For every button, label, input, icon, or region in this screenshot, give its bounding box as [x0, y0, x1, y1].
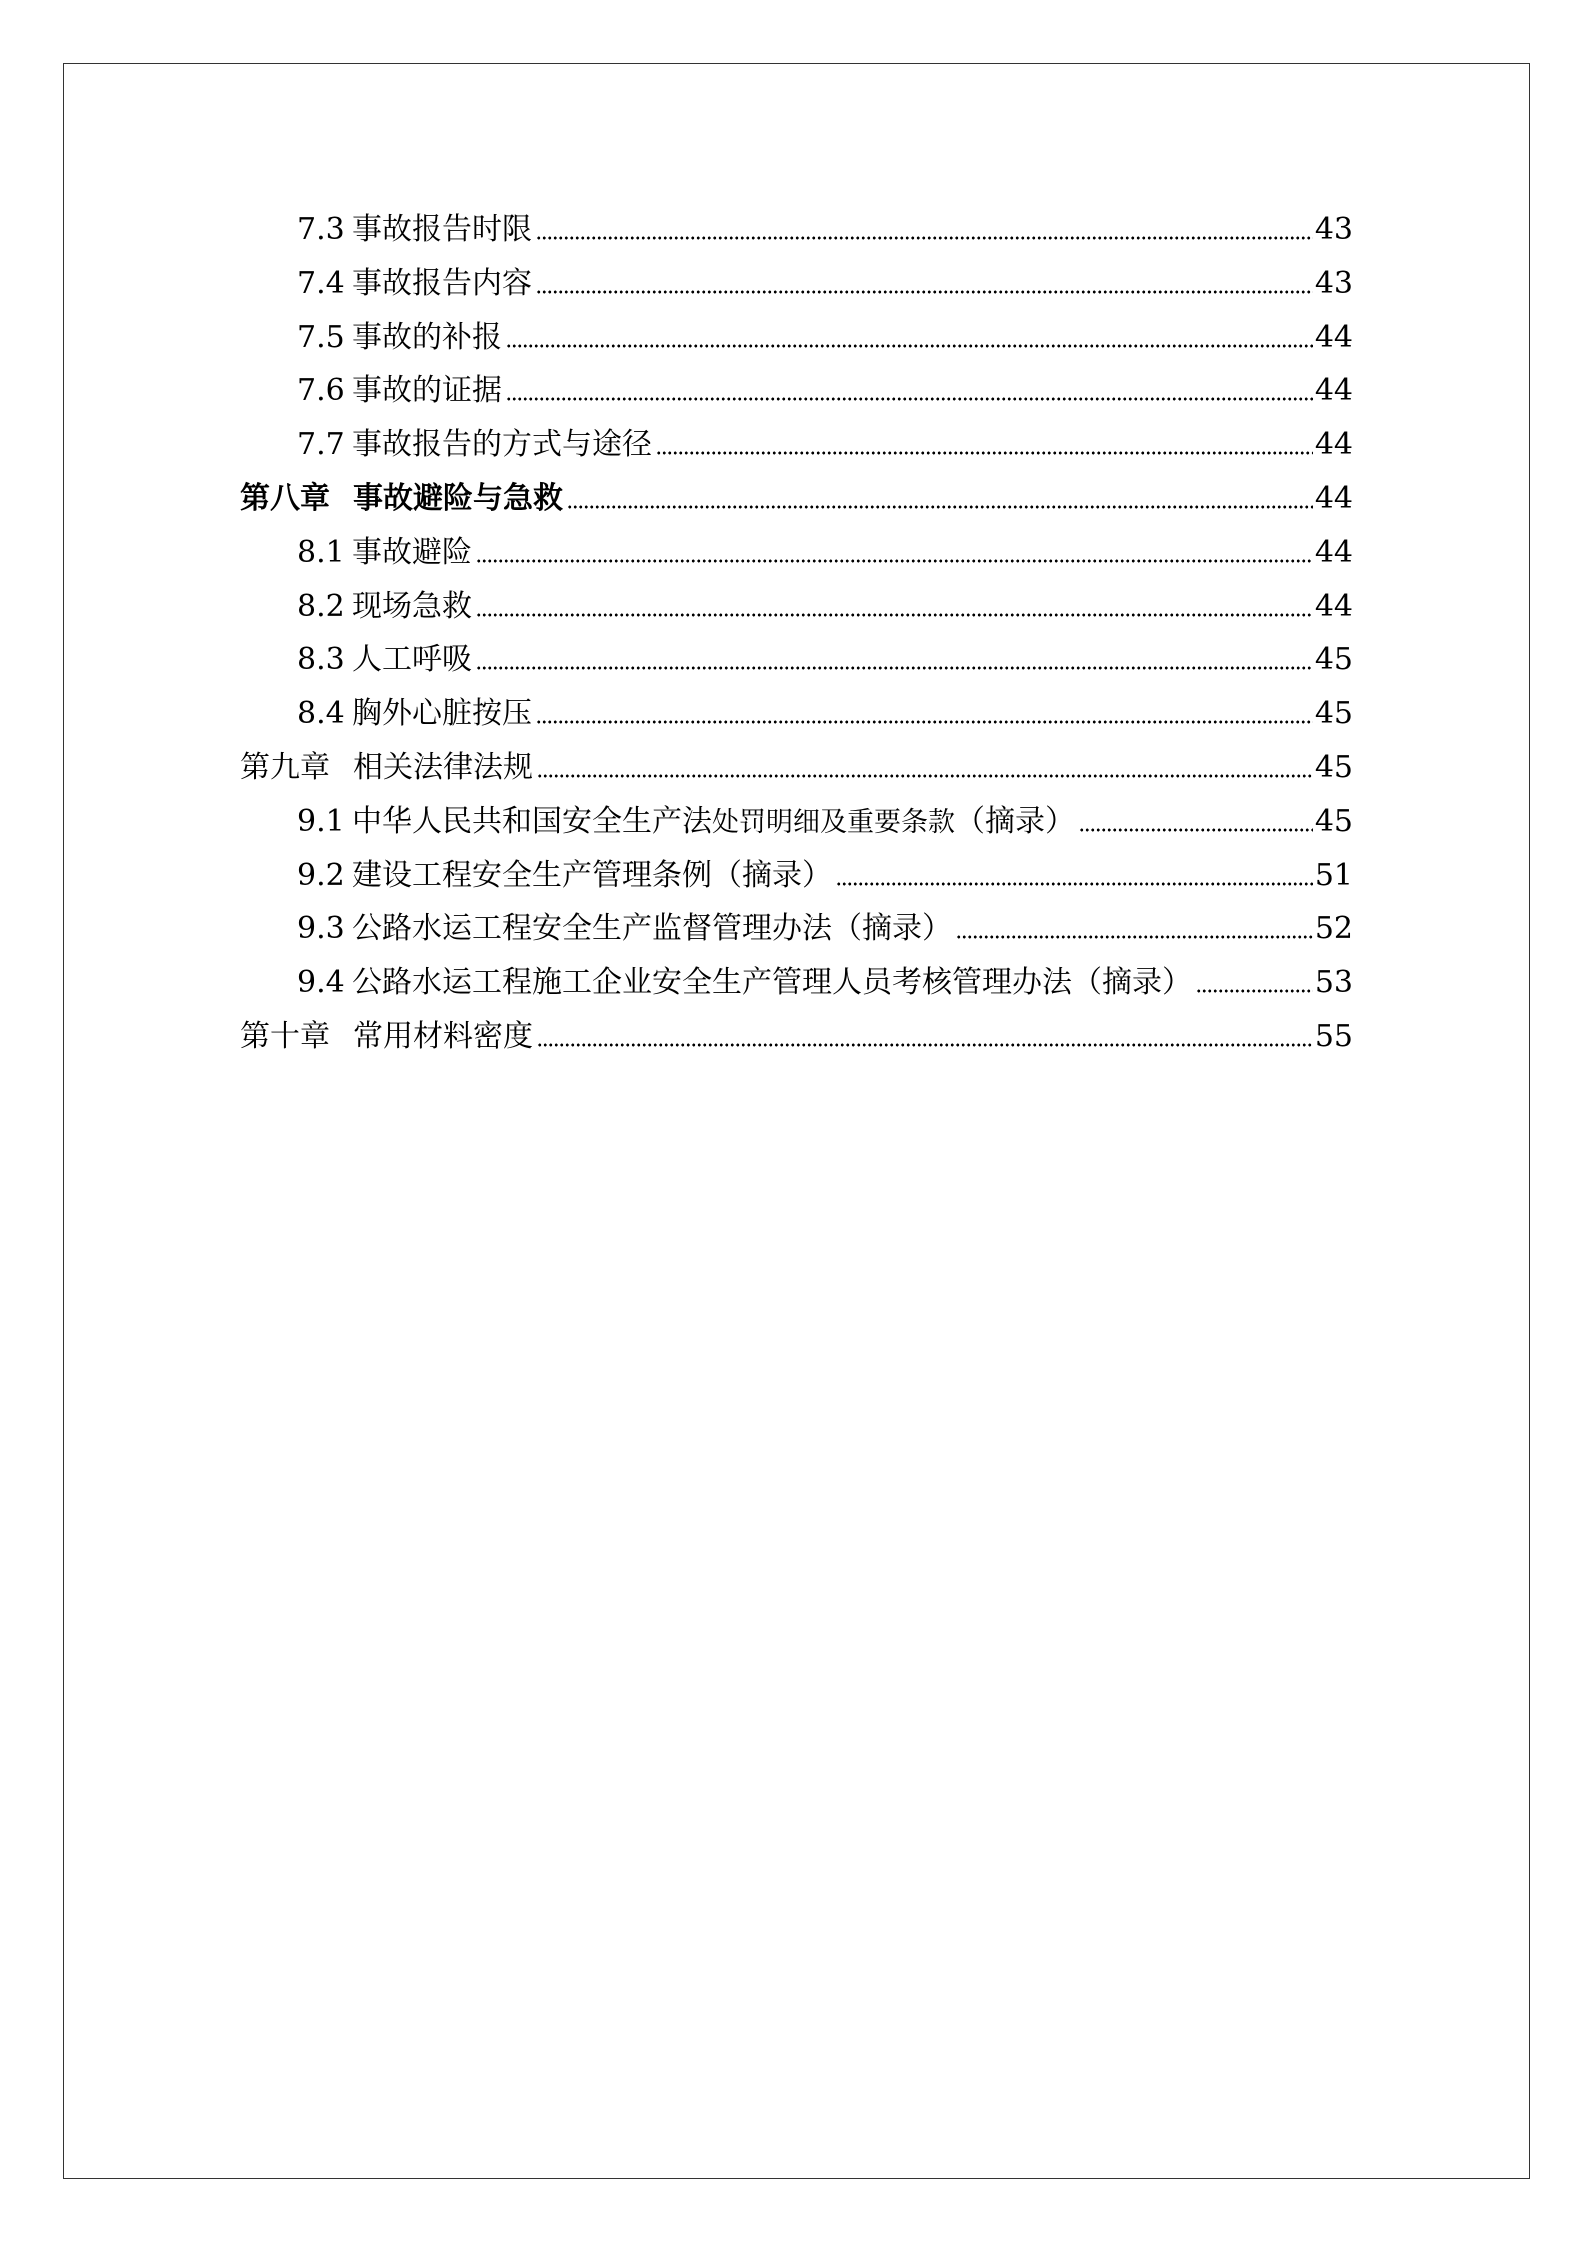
toc-entry[interactable]: [240, 849, 1353, 903]
toc-dot-leader: [1079, 828, 1313, 832]
toc-entry-title-text: 相关法律法规: [353, 749, 533, 785]
toc-entry[interactable]: [240, 364, 1353, 418]
toc-entry-title: [352, 902, 952, 956]
toc-entry-number: 7.4: [297, 265, 345, 301]
toc-entry-page-number: 44: [1314, 480, 1353, 516]
toc-dot-leader: [506, 344, 1313, 348]
toc-entry-title-text: 事故的证据: [352, 373, 502, 409]
toc-entry-page-number: 55: [1314, 1018, 1353, 1054]
toc-entry-title-text: 建设工程安全生产管理条例（摘录）: [352, 857, 832, 893]
toc-entry-page-number: 44: [1314, 373, 1353, 409]
toc-dot-leader: [1196, 989, 1313, 993]
toc-entry-title-small-text: 处罚明细及重要条款: [712, 806, 955, 838]
toc-entry-page-number: 52: [1314, 911, 1353, 947]
table-of-contents: [240, 203, 1353, 1064]
toc-entry-title-text: 公路水运工程安全生产监督管理办法（摘录）: [352, 911, 952, 947]
toc-entry-number: 9.2: [297, 857, 345, 893]
toc-entry-title-text: 事故避险与急救: [353, 480, 563, 516]
toc-entry-number: 7.6: [297, 373, 345, 409]
toc-entry-title: [352, 633, 472, 687]
toc-entry-number: 7.3: [297, 212, 345, 247]
toc-entry-title: [352, 364, 502, 418]
toc-entry-title: [352, 257, 532, 311]
toc-entry-page-number: 44: [1314, 588, 1353, 624]
toc-entry-title: [352, 849, 832, 903]
toc-dot-leader: [536, 720, 1313, 724]
toc-entry-title: [353, 1010, 533, 1064]
toc-entry-title: [353, 472, 563, 526]
toc-dot-leader: [956, 935, 1313, 939]
toc-dot-leader: [536, 236, 1313, 240]
toc-entry-title: [353, 741, 533, 795]
toc-entry-number: 第九章: [240, 749, 330, 785]
toc-entry[interactable]: [240, 311, 1353, 365]
toc-entry-number: 9.3: [297, 911, 345, 947]
toc-entry-title-text: 事故避险: [352, 534, 472, 570]
toc-entry-page-number: 45: [1314, 642, 1353, 678]
toc-entry-title-text: 胸外心脏按压: [352, 696, 532, 732]
toc-entry-title: [352, 203, 532, 257]
toc-entry-number: 9.1: [297, 803, 345, 839]
toc-dot-leader: [567, 505, 1313, 509]
toc-entry[interactable]: [240, 418, 1353, 472]
toc-entry[interactable]: [240, 795, 1353, 849]
toc-entry-title-suffix: （摘录）: [955, 803, 1075, 839]
toc-entry-title-text: 现场急救: [352, 588, 472, 624]
toc-dot-leader: [537, 774, 1313, 778]
toc-entry[interactable]: [240, 687, 1353, 741]
toc-dot-leader: [656, 451, 1313, 455]
toc-entry[interactable]: [240, 203, 1353, 257]
toc-entry[interactable]: [240, 902, 1353, 956]
toc-entry-page-number: 44: [1314, 319, 1353, 355]
toc-entry-number: 7.7: [297, 427, 345, 463]
toc-entry[interactable]: [240, 956, 1353, 1010]
toc-entry-page-number: 53: [1314, 965, 1353, 1001]
toc-dot-leader: [476, 559, 1313, 563]
toc-entry-number: 7.5: [297, 319, 345, 355]
toc-entry-title: [352, 526, 472, 580]
toc-entry-page-number: 51: [1314, 857, 1353, 893]
toc-entry-title-text: 事故报告的方式与途径: [352, 427, 652, 463]
toc-entry-number: 第十章: [240, 1018, 330, 1054]
toc-entry-title-text: 公路水运工程施工企业安全生产管理人员考核管理办法（摘录）: [352, 965, 1192, 1001]
toc-dot-leader: [506, 397, 1313, 401]
toc-entry-title-text: 事故报告内容: [352, 265, 532, 301]
toc-entry-title: [352, 687, 532, 741]
toc-entry-page-number: 43: [1314, 265, 1353, 301]
toc-entry[interactable]: [240, 1010, 1353, 1064]
toc-entry-number: 9.4: [297, 965, 345, 1001]
toc-entry[interactable]: [240, 526, 1353, 580]
toc-entry[interactable]: [240, 472, 1353, 526]
toc-entry-page-number: 44: [1314, 534, 1353, 570]
toc-dot-leader: [836, 882, 1313, 886]
toc-entry-title: [352, 580, 472, 634]
toc-entry-page-number: 45: [1314, 749, 1353, 785]
toc-entry-title-text: 事故报告时限: [352, 212, 532, 247]
toc-entry[interactable]: [240, 633, 1353, 687]
toc-entry-page-number: 45: [1314, 696, 1353, 732]
toc-entry-number: 8.1: [297, 534, 345, 570]
toc-entry-title: [352, 956, 1192, 1010]
toc-entry-title-text: 人工呼吸: [352, 642, 472, 678]
toc-entry-title: [352, 418, 652, 472]
toc-entry[interactable]: [240, 257, 1353, 311]
toc-entry[interactable]: [240, 580, 1353, 634]
toc-entry-title: [352, 311, 502, 365]
toc-entry-number: 第八章: [240, 480, 330, 516]
toc-dot-leader: [476, 666, 1313, 670]
toc-dot-leader: [536, 290, 1313, 294]
toc-entry-title-text: 中华人民共和国安全生产法: [352, 803, 712, 839]
toc-entry-title-text: 常用材料密度: [353, 1018, 533, 1054]
toc-dot-leader: [537, 1043, 1313, 1047]
toc-entry-page-number: 43: [1314, 212, 1353, 247]
toc-entry-number: 8.2: [297, 588, 345, 624]
toc-entry-title-text: 事故的补报: [352, 319, 502, 355]
toc-entry-number: 8.3: [297, 642, 345, 678]
toc-entry[interactable]: [240, 741, 1353, 795]
toc-entry-number: 8.4: [297, 696, 345, 732]
toc-dot-leader: [476, 613, 1313, 617]
toc-entry-title: [352, 795, 1075, 850]
toc-entry-page-number: 45: [1314, 803, 1353, 839]
toc-entry-page-number: 44: [1314, 427, 1353, 463]
